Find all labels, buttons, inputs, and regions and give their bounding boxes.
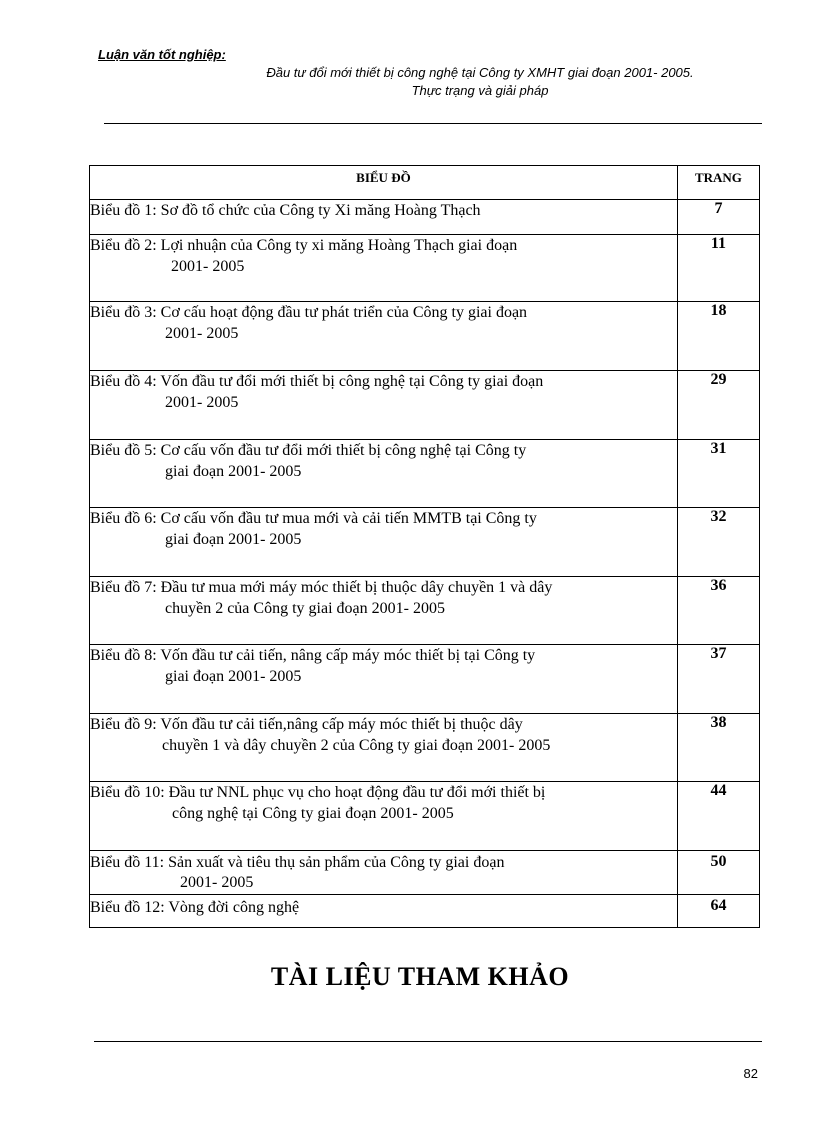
header-chart-title: BIỂU ĐỒ [90,166,678,200]
chart-entry-line1: Biểu đồ 6: Cơ cấu vốn đầu tư mua mới và cải tiến MMTB tại Công ty [90,510,537,527]
chart-page-number: 32 [677,508,759,577]
header-divider [104,123,762,124]
chart-page-number: 7 [677,200,759,235]
chart-entry [90,895,678,928]
table-row [90,895,760,928]
thesis-topic-line1: Đầu tư đổi mới thiết bị công nghệ tại Công ty XMHT giai đoạn 2001- 2005. [266,65,694,80]
chart-entry-line1: Biểu đồ 7: Đầu tư mua mới máy móc thiết bị thuộc dây chuyền 1 và dây [90,579,553,596]
chart-entry-line2: chuyền 2 của Công ty giai đoạn 2001- 2005 [165,600,445,617]
chart-entry [90,371,678,440]
table-row [90,508,760,577]
chart-entry-line1: Biểu đồ 11: Sản xuất và tiêu thụ sản phẩm của Công ty giai đoạn [90,854,505,871]
chart-entry-line1: Biểu đồ 4: Vốn đầu tư đổi mới thiết bị công nghệ tại Công ty giai đoạn [90,373,544,390]
table-row [90,645,760,714]
chart-entry [90,440,678,508]
table-row [90,371,760,440]
footer-divider [94,1041,762,1042]
chart-entry-line2: 2001- 2005 [171,258,245,275]
chart-entry [90,235,678,302]
table-row [90,235,760,302]
chart-index-table [89,165,760,928]
chart-entry [90,577,678,645]
chart-entry [90,782,678,851]
chart-page-number: 50 [677,851,759,895]
chart-entry [90,302,678,371]
table-header-row [90,166,760,200]
chart-entry-line1: Biểu đồ 12: Vòng đời công nghệ [90,899,300,916]
chart-entry-line1: Biểu đồ 3: Cơ cấu hoạt động đầu tư phát triển của Công ty giai đoạn [90,304,528,321]
chart-entry-line2: giai đoạn 2001- 2005 [165,668,302,685]
chart-entry-line2: công nghệ tại Công ty giai đoạn 2001- 2005 [172,805,454,822]
chart-entry [90,200,678,235]
chart-entry [90,508,678,577]
thesis-label: Luận văn tốt nghiệp: [98,47,226,62]
chart-entry-line2: chuyền 1 và dây chuyền 2 của Công ty giai đoạn 2001- 2005 [162,737,551,754]
table-row [90,440,760,508]
chart-page-number: 29 [677,371,759,440]
chart-page-number: 31 [677,440,759,508]
page-number: 82 [743,1066,758,1081]
table-row [90,577,760,645]
thesis-topic-line2: Thực trạng và giải pháp [411,83,549,98]
chart-entry-line2: giai đoạn 2001- 2005 [165,531,302,548]
chart-entry-line2: giai đoạn 2001- 2005 [165,463,302,480]
thesis-topic [200,64,760,100]
chart-page-number: 64 [677,895,759,928]
chart-entry [90,851,678,895]
chart-entry-line2: 2001- 2005 [165,394,239,411]
chart-entry-line1: Biểu đồ 9: Vốn đầu tư cải tiến,nâng cấp máy móc thiết bị thuộc dây [90,716,523,733]
table-row [90,782,760,851]
chart-page-number: 44 [677,782,759,851]
chart-page-number: 38 [677,714,759,782]
chart-entry-line2: 2001- 2005 [165,325,239,342]
header-page: TRANG [677,166,759,200]
table-row [90,851,760,895]
chart-entry [90,714,678,782]
chart-entry-line1: Biểu đồ 8: Vốn đầu tư cải tiến, nâng cấp máy móc thiết bị tại Công ty [90,647,536,664]
chart-page-number: 11 [677,235,759,302]
references-heading: TÀI LIỆU THAM KHẢO [270,962,570,991]
table-row [90,714,760,782]
chart-entry [90,645,678,714]
chart-page-number: 36 [677,577,759,645]
table-row [90,200,760,235]
chart-page-number: 18 [677,302,759,371]
table-row [90,302,760,371]
chart-entry-line1: Biểu đồ 10: Đầu tư NNL phục vụ cho hoạt động đầu tư đổi mới thiết bị [90,784,546,801]
chart-entry-line1: Biểu đồ 2: Lợi nhuận của Công ty xi măng Hoàng Thạch giai đoạn [90,237,518,254]
chart-entry-line1: Biểu đồ 5: Cơ cấu vốn đầu tư đổi mới thiết bị công nghệ tại Công ty [90,442,527,459]
chart-page-number: 37 [677,645,759,714]
chart-entry-line2: 2001- 2005 [180,874,254,891]
chart-entry-line1: Biểu đồ 1: Sơ đồ tổ chức của Công ty Xi măng Hoàng Thạch [90,202,481,219]
